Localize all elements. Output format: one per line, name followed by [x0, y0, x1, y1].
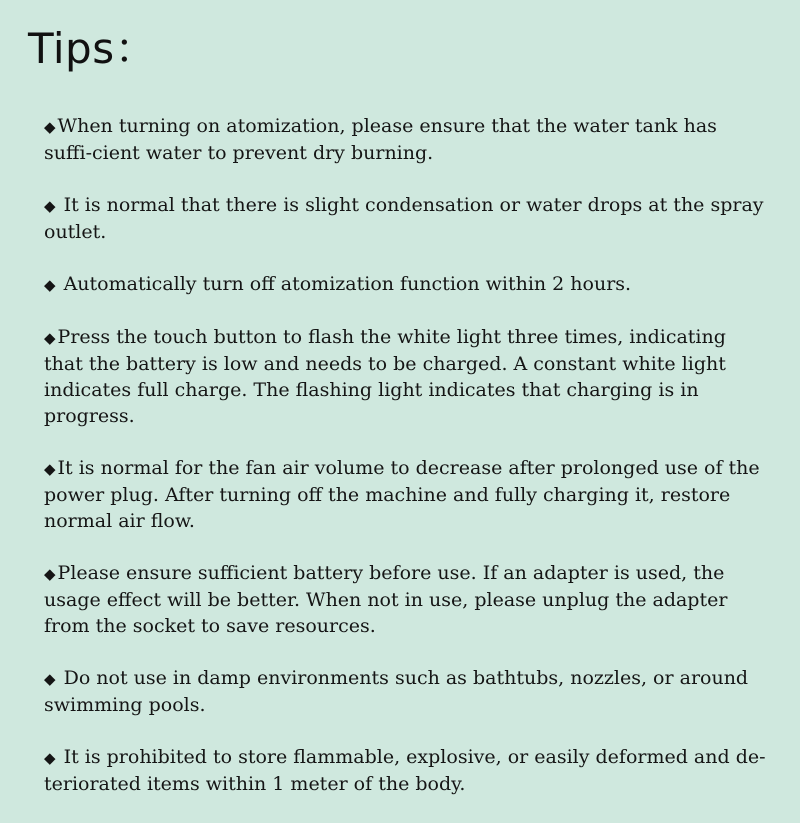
- diamond-bullet-icon: ◆: [44, 749, 56, 767]
- tip-text: When turning on atomization, please ensure that the water tank has suffi-cient water to prevent dry burning.: [44, 115, 717, 164]
- tip-item: [44, 324, 766, 429]
- tip-item: [44, 113, 766, 166]
- diamond-bullet-icon: ◆: [44, 329, 56, 347]
- diamond-bullet-icon: ◆: [44, 670, 56, 688]
- tip-text: It is prohibited to store flammable, explosive, or easily deformed and de-teriorated items within 1 meter of the body.: [44, 746, 766, 795]
- tip-text: Do not use in damp environments such as bathtubs, nozzles, or around swimming pools.: [44, 667, 749, 716]
- tip-text: Press the touch button to flash the white light three times, indicating that the battery is low and needs to be charged. A constant white light indicates full charge. The flashing light indicates that charging is in progress.: [44, 326, 726, 427]
- tip-item: [44, 665, 766, 718]
- tip-text: Please ensure sufficient battery before use. If an adapter is used, the usage effect will be better. When not in use, please unplug the adapter from the socket to save resources.: [44, 562, 728, 637]
- tip-text: It is normal for the fan air volume to decrease after prolonged use of the power plug. After turning off the machine and fully charging it, restore normal air flow.: [44, 457, 760, 532]
- tip-item: [44, 455, 766, 534]
- tip-item: [44, 192, 766, 245]
- tip-item: [44, 271, 766, 298]
- diamond-bullet-icon: ◆: [44, 276, 56, 294]
- page-title: Tips：: [28, 24, 158, 73]
- tip-text: Automatically turn off atomization function within 2 hours.: [57, 273, 632, 295]
- diamond-bullet-icon: ◆: [44, 565, 56, 583]
- tip-text: It is normal that there is slight condensation or water drops at the spray outlet.: [44, 194, 764, 243]
- diamond-bullet-icon: ◆: [44, 460, 56, 478]
- diamond-bullet-icon: ◆: [44, 197, 56, 215]
- tips-list: [44, 113, 766, 823]
- tip-item: [44, 560, 766, 639]
- diamond-bullet-icon: ◆: [44, 118, 56, 136]
- tip-item: [44, 744, 766, 797]
